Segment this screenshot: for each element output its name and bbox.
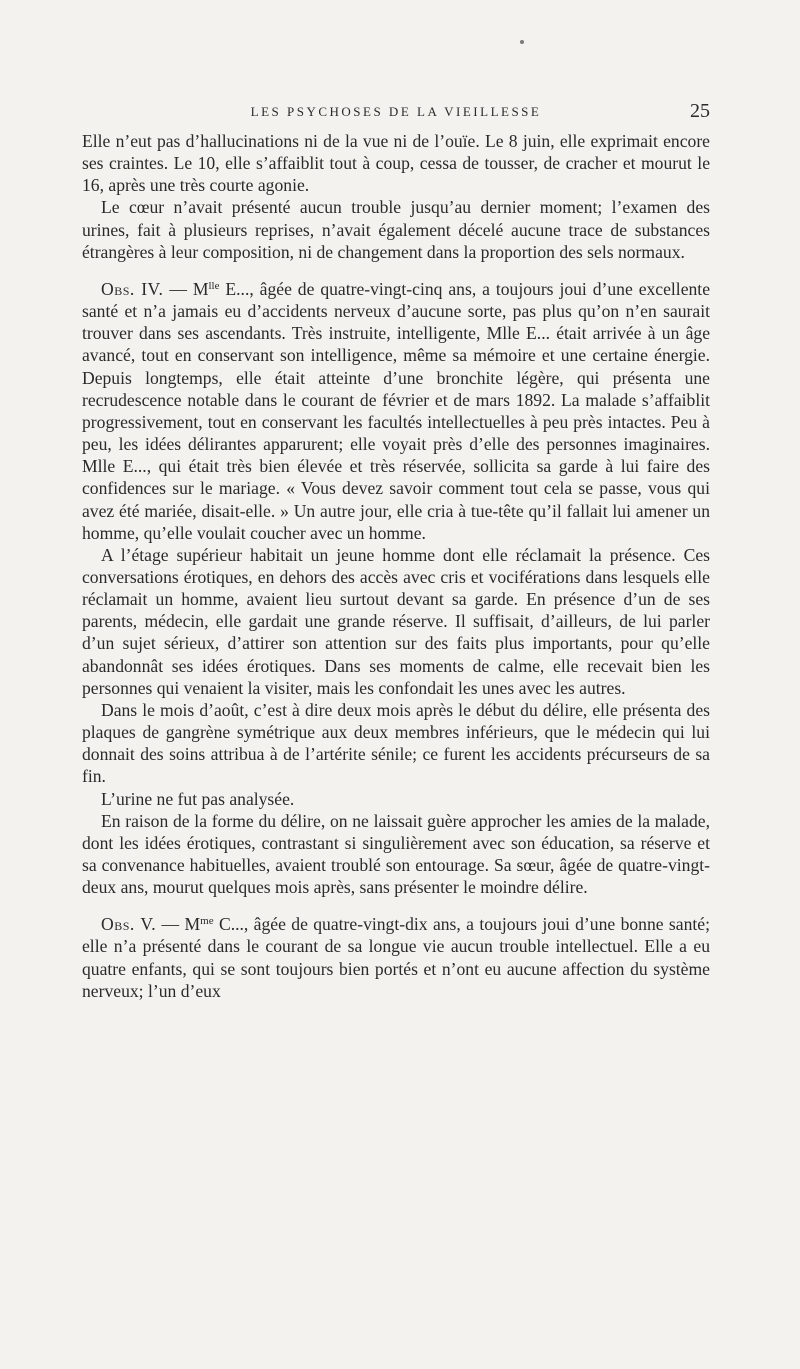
observation-text: E..., âgée de quatre-vingt-cinq ans, a toujours joui d’une excellente santé et n’a jamais eu d’accidents nerveux d’aucune sorte, pas plus qu’on n’en saurait trouver dans ses ascendants. Très instruite, intelligente, Mlle E... était arrivée à un âge avancé, tout en conservant son intelligence, même sa mémoire et une certaine énergie. Depuis longtemps, elle était atteinte d’une bronchite légère, qui présenta une recrudescence notable dans le courant de février et de mars 1892. La malade s’affaiblit progressivement, tout en conservant les facultés intellectuelles à peu près intactes. Peu à peu, les idées délirantes apparurent; elle voyait près d’elle des personnes imaginaires. Mlle E..., qui était très bien élevée et très réservée, sollicita sa garde à lui faire des confidences sur le mariage. « Vous devez savoir comment tout cela se passe, vous qui avez été mariée, disait-elle. » Un autre jour, elle cria à tue-tête qu’il fallait lui amener un homme, qu’elle voulait coucher avec un homme. [82,278,711,543]
observation-text: C..., âgée de quatre-vingt-dix ans, a toujours joui d’une bonne santé; elle n’a présenté dans le courant de sa longue vie aucun trouble intellectuel. Elle a eu quatre enfants, qui se sont toujours bien portés et n’ont eu aucune affection du système nerveux; l’un d’eux [82,914,710,1001]
paragraph: Le cœur n’avait présenté aucun trouble jusqu’au dernier moment; l’examen des urines, fait à plusieurs reprises, n’avait également décelé aucune trace de substances étrangères à leur composition, ni de changement dans la proportion des sels normaux. [82,197,710,262]
observation-dash: — M [163,278,209,299]
running-head [82,100,710,128]
observation-label: Obs. V. [101,914,157,935]
paragraph: Elle n’eut pas d’hallucinations ni de la vue ni de l’ouïe. Le 8 juin, elle exprimait encore ses craintes. Le 10, elle s’affaiblit tout à coup, cessa de tousser, de cracher et mourut le 16, après une très courte agonie. [82,131,710,196]
running-title: LES PSYCHOSES DE LA VIEILLESSE [250,104,542,119]
title-superscript: lle [208,279,220,292]
page-number: 25 [690,100,710,122]
observation-label: Obs. IV. [101,278,164,299]
speck-mark [520,40,524,44]
paragraph: L’urine ne fut pas analysée. [101,788,295,809]
paragraph: En raison de la forme du délire, on ne laissait guère approcher les amies de la malade, dont les idées érotiques, contrastant si singulièrement avec son éducation, sa réserve et sa convenance habituelles, avaient troublé son entourage. Sa sœur, âgée de quatre-vingt-deux ans, mourut quelques mois après, sans présenter le moindre délire. [82,810,710,898]
observation-v [82,913,710,1002]
observation-dash: — M [156,914,201,935]
observation-iv [82,278,710,544]
paragraph: Dans le mois d’août, c’est à dire deux mois après le début du délire, elle présenta des plaques de gangrène symétrique aux deux membres inférieurs, que le médecin qui lui donnait des soins attribua à de l’artérite sénile; ce furent les accidents précurseurs de sa fin. [82,699,710,787]
title-superscript: me [200,915,214,928]
paragraph: A l’étage supérieur habitait un jeune homme dont elle réclamait la présence. Ces conversations érotiques, en dehors des accès avec cris et vociférations dans lesquels elle réclamait un homme, avaient lieu surtout devant sa garde. En présence d’un de ses parents, médecin, elle gardait une grande réserve. Il suffisait, d’ailleurs, de lui parler d’un sujet sérieux, d’attirer son attention sur des faits plus importants, pour qu’elle abandonnât ses idées érotiques. Dans ses moments de calme, elle recevait bien les personnes qui venaient la visiter, mais les confondait les unes avec les autres. [82,544,710,698]
body-text [82,130,710,1002]
